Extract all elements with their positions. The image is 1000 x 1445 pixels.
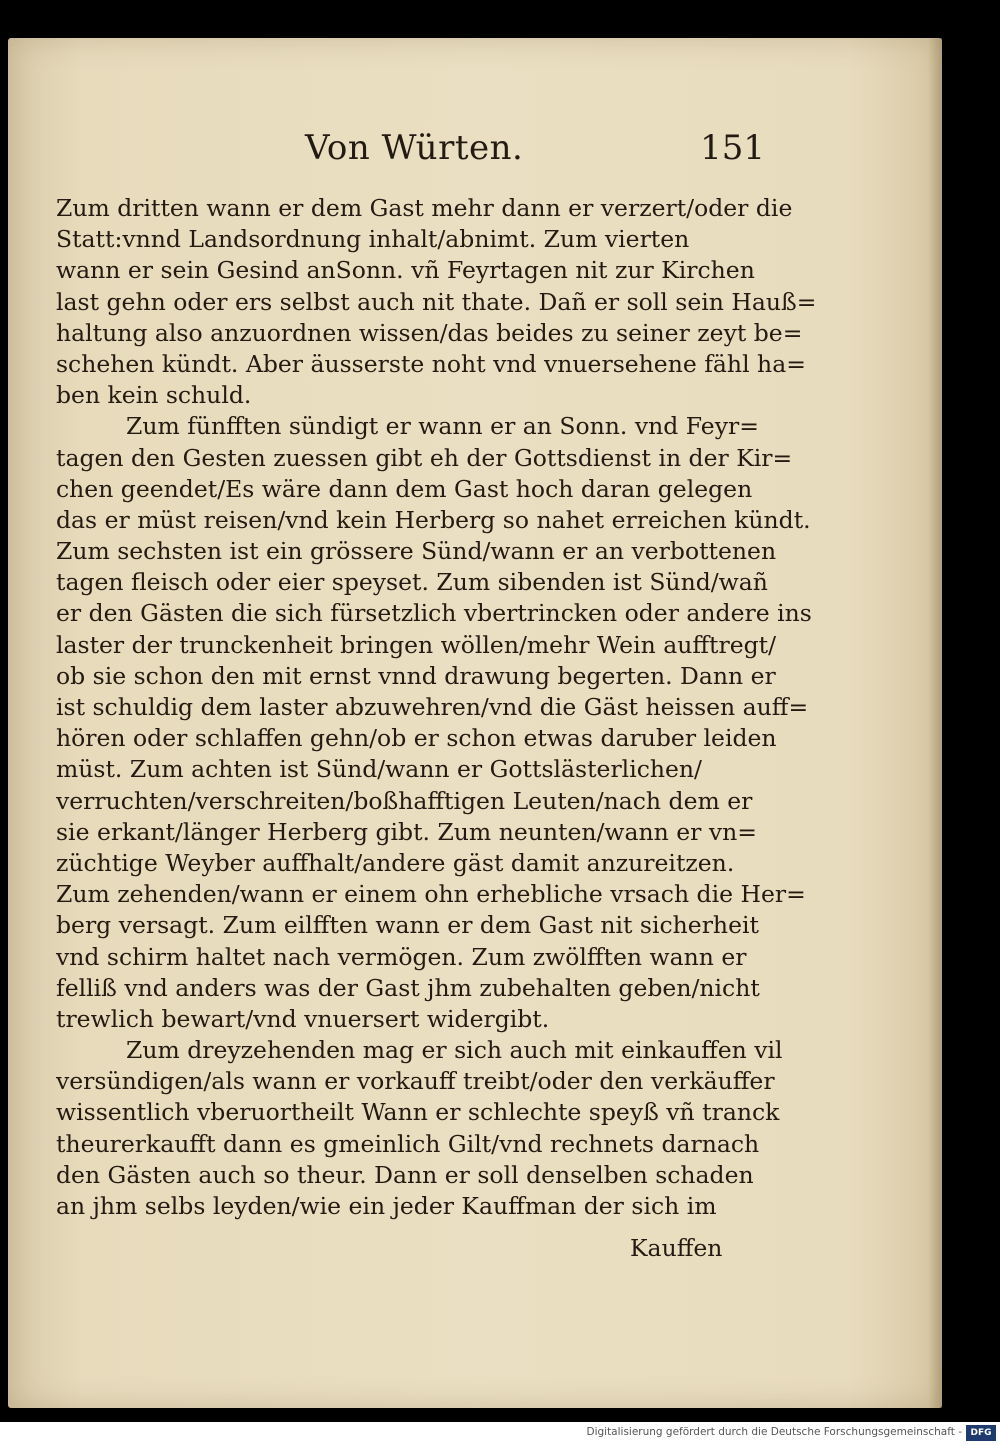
text-line: laster der trunckenheit bringen wöllen/mehr Wein aufftregt/ xyxy=(56,630,777,659)
text-line: sie erkant/länger Herberg gibt. Zum neunten/wann er vn= xyxy=(56,817,757,846)
text-line: tagen fleisch oder eier speyset. Zum sibenden ist Sünd/wañ xyxy=(56,568,768,597)
text-line: trewlich bewart/vnd vnuersert widergibt. xyxy=(56,1004,550,1033)
text-line: felliß vnd anders was der Gast jhm zubehalten geben/nicht xyxy=(56,973,760,1002)
text-line: chen geendet/Es wäre dann dem Gast hoch daran gelegen xyxy=(56,474,753,503)
text-line: das er müst reisen/vnd kein Herberg so nahet erreichen kündt. xyxy=(56,505,811,534)
text-line: an jhm selbs leyden/wie ein jeder Kauffman der sich im xyxy=(56,1192,717,1220)
text-line: Zum dreyzehenden mag er sich auch mit einkauffen vil xyxy=(126,1036,783,1065)
text-line: ben kein schuld. xyxy=(56,381,252,410)
text-line: tagen den Gesten zuessen gibt eh der Gottsdienst in der Kir= xyxy=(56,443,793,472)
text-line: berg versagt. Zum eilfften wann er dem Gast nit sicherheit xyxy=(56,911,759,940)
page-header xyxy=(305,120,765,180)
text-line: versündigen/als wann er vorkauff treibt/oder den verkäuffer xyxy=(56,1067,775,1096)
text-line: haltung also anzuordnen wissen/das beides zu seiner zeyt be= xyxy=(56,318,803,347)
catchword: Kauffen xyxy=(630,1234,723,1262)
text-line: Zum sechsten ist ein grössere Sünd/wann er an verbottenen xyxy=(56,537,777,566)
dfg-logo: DFG xyxy=(966,1425,996,1441)
text-line: schehen kündt. Aber äusserste noht vnd vnuersehene fähl ha= xyxy=(56,349,806,378)
text-line: Zum dritten wann er dem Gast mehr dann er verzert/oder die xyxy=(56,194,793,222)
funding-notice: Digitalisierung gefördert durch die Deutsche Forschungsgemeinschaft - xyxy=(586,1426,962,1438)
text-line: verruchten/verschreiten/boßhafftigen Leuten/nach dem er xyxy=(56,786,753,815)
text-line: den Gästen auch so theur. Dann er soll denselben schaden xyxy=(56,1160,754,1189)
text-line: Zum fünfften sündigt er wann er an Sonn. vnd Feyr= xyxy=(126,412,759,441)
text-line: ob sie schon den mit ernst vnnd drawung begerten. Dann er xyxy=(56,661,776,690)
text-line: wann er sein Gesind anSonn. vñ Feyrtagen nit zur Kirchen xyxy=(56,256,755,285)
page-edge-shadow xyxy=(928,38,942,1408)
text-line: Zum zehenden/wann er einem ohn erhebliche vrsach die Her= xyxy=(56,880,806,909)
text-line: hören oder schlaffen gehn/ob er schon etwas daruber leiden xyxy=(56,724,777,753)
text-line: wissentlich vberuortheilt Wann er schlechte speyß vñ tranck xyxy=(56,1098,780,1127)
text-line: last gehn oder ers selbst auch nit thate. Dañ er soll sein Hauß= xyxy=(56,287,817,316)
body-text xyxy=(56,193,817,1222)
text-line: er den Gästen die sich fürsetzlich vbertrincken oder andere ins xyxy=(56,599,812,628)
text-line: theurerkaufft dann es gmeinlich Gilt/vnd rechnets darnach xyxy=(56,1129,760,1158)
text-line: ist schuldig dem laster abzuwehren/vnd die Gäst heissen auff= xyxy=(56,693,809,721)
text-line: züchtige Weyber auffhalt/andere gäst damit anzureitzen. xyxy=(56,848,735,877)
page-number: 151 xyxy=(700,128,765,168)
running-title: Von Würten. xyxy=(305,128,524,168)
text-line: Statt:vnnd Landsordnung inhalt/abnimt. Zum vierten xyxy=(56,225,690,254)
text-line: müst. Zum achten ist Sünd/wann er Gottslästerlichen/ xyxy=(56,755,702,784)
digitization-footer xyxy=(0,1422,1000,1445)
text-line: vnd schirm haltet nach vermögen. Zum zwölfften wann er xyxy=(56,942,747,971)
